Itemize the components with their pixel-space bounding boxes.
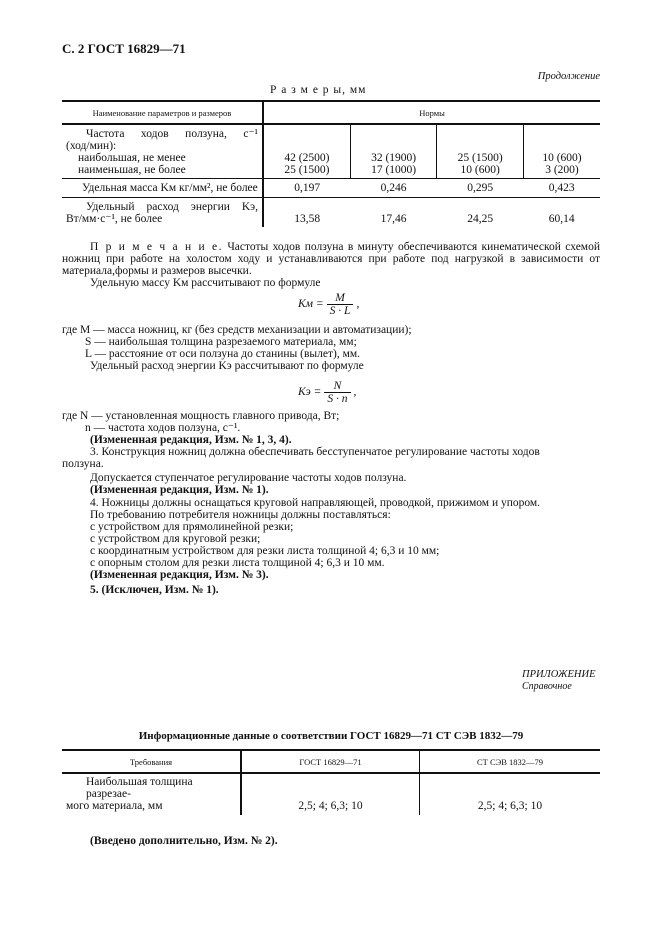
param-text: Частота ходов ползуна, с⁻¹ [86,128,258,140]
cell-value: 42 (2500) [284,152,330,164]
cell-value: 10 (600) [460,164,500,176]
cell-value: 2,5; 4; 6,3; 10 [477,800,543,812]
formula-num: N [324,380,350,393]
formula-lhs: Kм = [298,298,324,310]
cell-value: 0,423 [548,182,575,194]
formula-ke [62,379,600,405]
table-caption: Р а з м е р ы, мм [270,84,367,96]
table-row [62,124,600,179]
cell-value: 0,246 [380,182,407,194]
note-paragraph [62,241,600,277]
body-text: По требованию потребителя ножницы должны поставляться: [90,509,391,521]
col-header-sev: СТ СЭВ 1832—79 [476,756,544,767]
body-text: с устройством для прямолинейной резки; [90,521,294,533]
cell-value: 3 (200) [545,164,579,176]
body-text: с опорным столом для резки листа толщиной 4; 6,3 и 10 мм. [90,557,385,569]
note-text: и размеров высечки. [151,265,252,277]
note-text: при работе на холостом ходу и устанавливаются при работе под нагрузкой в зависимости от материала,формы [62,253,600,277]
body-text: Удельный расход энергии Kэ рассчитывают по формуле [90,360,364,372]
param-text: (ход/мин): [66,140,117,152]
body-text: где M — масса ножниц, кг (без средств механизации и автоматизации); [62,324,412,336]
body-text: S — наибольшая толщина разрезаемого материала, мм; [85,336,357,348]
note-text: Частоты ходов ползуна в минуту обеспечиваются кинематической схемой ножниц [62,241,600,265]
cell-value: 60,14 [548,213,575,225]
req-text: Наибольшая толщина разрезае- [86,776,193,800]
col-header-param: Наименование параметров и размеров [62,101,263,124]
body-text: 4. Ножницы должны оснащаться круговой направляющей, проводкой, прижимом и упором. [90,497,541,509]
body-text: ползуна. [62,458,104,470]
body-text: с устройством для круговой резки; [90,533,261,545]
body-text: n — частота ходов ползуна, с⁻¹. [85,422,241,434]
formula-den: S · L [329,304,351,317]
parameters-table [62,100,600,227]
param-text: Вт/мм·с⁻¹, не более [66,213,163,225]
appendix-subtitle: Справочное [522,681,572,692]
param-text: наименьшая, не более [78,164,186,176]
col-header-norms: Нормы [419,107,445,118]
revision-note: (Измененная редакция, Изм. № 1). [90,484,269,496]
req-text: мого материала, мм [66,800,163,812]
cell-value: 13,58 [294,213,321,225]
body-text: где N — установленная мощность главного привода, Вт; [62,410,340,422]
col-header-gost: ГОСТ 16829—71 [241,750,419,773]
revision-note: (Измененная редакция, Изм. № 1, 3, 4). [90,434,292,446]
table-row [62,179,600,198]
cell-value: 25 (1500) [284,164,330,176]
page-header: С. 2 ГОСТ 16829—71 [62,41,186,56]
body-text: Допускается ступенчатое регулирование частоты ходов ползуна. [90,472,407,484]
cell-value: 24,25 [467,213,494,225]
cell-value: 0,295 [467,182,494,194]
cell-value: 32 (1900) [371,152,417,164]
appendix-table [62,749,600,815]
revision-note: (Введено дополнительно, Изм. № 2). [90,835,278,847]
cell-value: 17 (1000) [371,164,417,176]
formula-tail: , [356,298,360,310]
formula-lhs: Kэ = [298,386,322,398]
table-row [62,773,600,815]
cell-value: 10 (600) [542,152,582,164]
param-text: Удельный расход энергии Kэ, [86,201,258,213]
cell-value: 2,5; 4; 6,3; 10 [241,773,419,815]
body-text: L — расстояние от оси ползуна до станины (вылет), мм. [85,348,361,360]
body-text: 5. (Исключен, Изм. № 1). [90,584,219,596]
document-body [62,41,600,847]
formula-num: M [327,292,354,305]
cell-value: 17,46 [380,213,407,225]
param-text: наибольшая, не менее [78,152,186,164]
table-row [62,198,600,228]
appendix-heading: Информационные данные о соответствии ГОСТ 16829—71 СТ СЭВ 1832—79 [138,730,524,742]
revision-note: (Измененная редакция, Изм. № 3). [90,569,269,581]
formula-den: S · n [327,392,348,405]
body-text: с координатным устройством для резки листа толщиной 4; 6,3 и 10 мм; [90,545,440,557]
body-text: 3. Конструкция ножниц должна обеспечивать бесступенчатое регулирование частоты ходов [90,446,540,458]
appendix-title: ПРИЛОЖЕНИЕ [522,669,596,680]
param-text: Удельная масса Kм кг/мм², не более [62,179,263,198]
col-header-requirements: Требования [62,750,241,773]
body-text: Удельную массу Kм рассчитывают по формуле [90,277,321,289]
formula-km [62,291,600,317]
formula-tail: , [353,386,357,398]
cell-value: 0,197 [294,182,321,194]
note-label: П р и м е ч а н и е. [90,241,223,253]
cell-value: 25 (1500) [457,152,503,164]
continuation-label: Продолжение [537,71,600,82]
